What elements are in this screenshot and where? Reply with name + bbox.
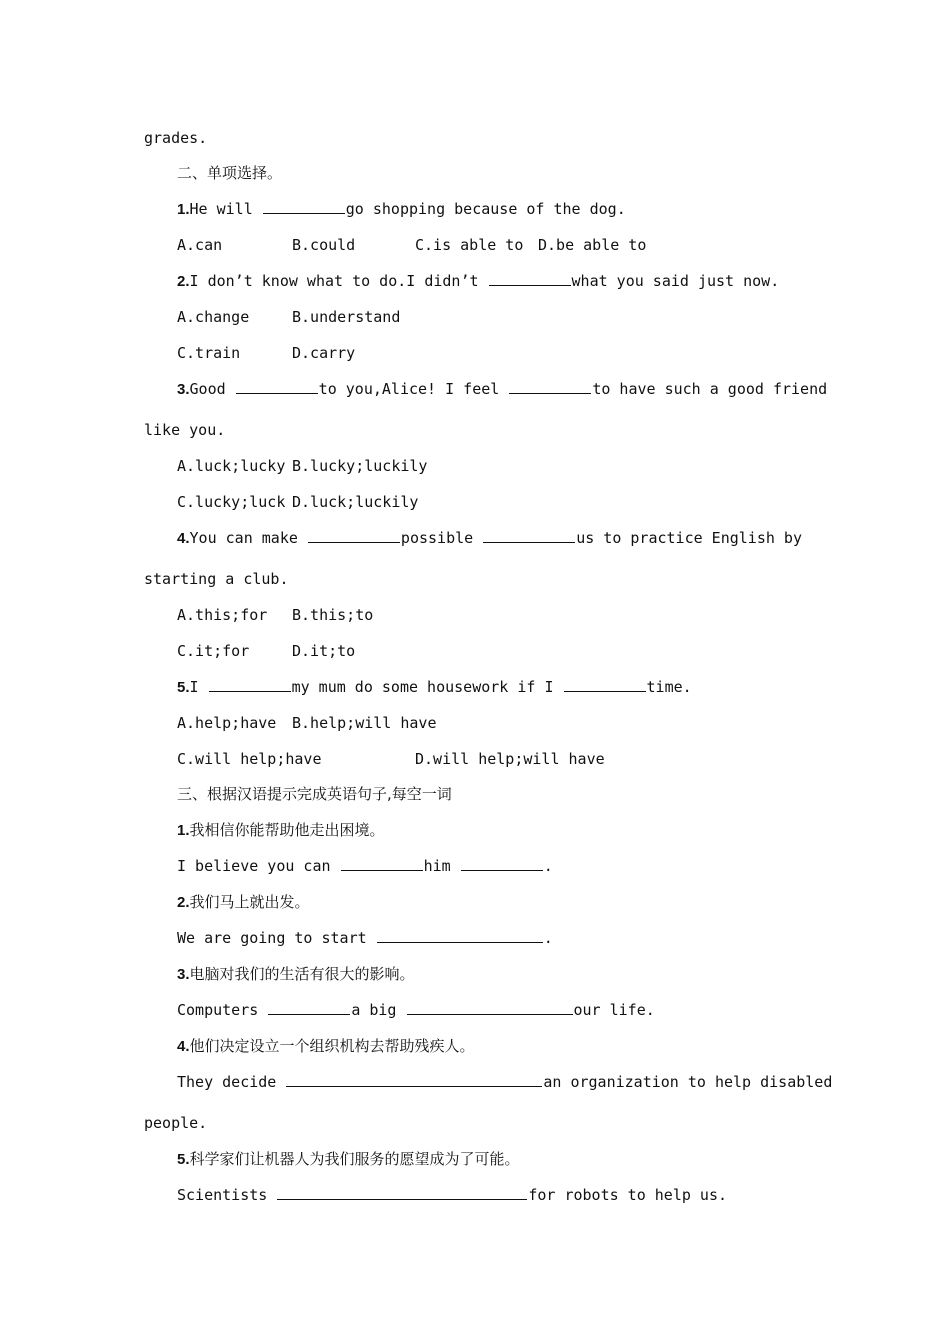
sentence-text: a big [351,1001,406,1019]
section-3-heading: 三、根据汉语提示完成英语句子,每空一词 [177,785,452,803]
translation-sentence-4-continuation: people. [144,1114,208,1132]
question-number: 3. [177,966,190,983]
translation-sentence-3 [177,1000,655,1020]
option-c[interactable]: C.it;for [177,642,250,660]
question-3 [177,379,827,400]
option-b[interactable]: B.could [292,236,356,254]
answer-blank[interactable] [268,1000,350,1015]
option-b[interactable]: B.lucky;luckily [292,457,428,475]
chinese-prompt: 我相信你能帮助他走出困境。 [189,821,385,839]
question-number: 1. [177,822,190,839]
answer-blank[interactable] [461,856,543,871]
option-a[interactable]: A.luck;lucky [177,457,286,475]
option-a[interactable]: A.can [177,236,223,254]
option-a[interactable]: A.help;have [177,714,277,732]
option-c[interactable]: C.will help;have [177,750,322,768]
question-text: He will [189,200,262,218]
option-b[interactable]: B.understand [292,308,401,326]
answer-blank[interactable] [308,528,400,543]
translation-sentence-2 [177,928,553,948]
question-number: 2. [177,273,190,290]
question-text: to you,Alice! I feel [318,380,509,398]
question-text: my mum do some housework if I [291,678,563,696]
question-number: 4. [177,530,190,547]
option-b[interactable]: B.help;will have [292,714,437,732]
sentence-text: . [543,857,553,875]
question-text: Good [189,380,235,398]
option-d[interactable]: D.it;to [292,642,356,660]
option-c[interactable]: C.train [177,344,241,362]
question-text: You can make [189,529,307,547]
question-text: us to practice English by [576,529,802,547]
translation-prompt-1 [177,820,385,841]
question-3-continuation: like you. [144,421,226,439]
translation-prompt-5 [177,1149,520,1170]
translation-prompt-2 [177,892,310,913]
answer-blank[interactable] [564,677,646,692]
chinese-prompt: 他们决定设立一个组织机构去帮助残疾人。 [189,1037,475,1055]
option-b[interactable]: B.this;to [292,606,374,624]
sentence-text: . [543,929,553,947]
option-d[interactable]: D.carry [292,344,356,362]
answer-blank[interactable] [277,1185,527,1200]
translation-sentence-4 [177,1072,832,1092]
translation-prompt-3 [177,964,415,985]
question-number: 2. [177,894,190,911]
question-4 [177,528,802,549]
translation-sentence-5 [177,1185,727,1205]
question-text: what you said just now. [571,272,780,290]
section-2-heading: 二、单项选择。 [177,164,283,182]
sentence-text: him [423,857,460,875]
question-number: 3. [177,381,190,398]
answer-blank[interactable] [377,928,543,943]
question-text: to have such a good friend [592,380,828,398]
option-d[interactable]: D.be able to [538,236,647,254]
question-4-continuation: starting a club. [144,570,289,588]
answer-blank[interactable] [209,677,291,692]
answer-blank[interactable] [489,271,571,286]
question-number: 1. [177,201,190,218]
sentence-text: an organization to help disabled [543,1073,833,1091]
answer-blank[interactable] [263,199,345,214]
translation-sentence-1 [177,856,553,876]
sentence-text: They decide [177,1073,286,1091]
answer-blank[interactable] [483,528,575,543]
answer-blank[interactable] [236,379,318,394]
question-text: go shopping because of the dog. [345,200,626,218]
translation-prompt-4 [177,1036,475,1057]
sentence-text: Scientists [177,1186,277,1204]
chinese-prompt: 科学家们让机器人为我们服务的愿望成为了可能。 [189,1150,520,1168]
sentence-text: We are going to start [177,929,376,947]
chinese-prompt: 我们马上就出发。 [189,893,310,911]
option-a[interactable]: A.change [177,308,250,326]
question-number: 5. [177,679,190,696]
sentence-text: Computers [177,1001,268,1019]
answer-blank[interactable] [341,856,423,871]
previous-text-tail: grades. [144,129,208,147]
question-text: I don’t know what to do.I didn’t [189,272,488,290]
question-text: I [189,678,208,696]
answer-blank[interactable] [407,1000,573,1015]
option-d[interactable]: D.will help;will have [415,750,605,768]
question-1 [177,199,626,220]
answer-blank[interactable] [509,379,591,394]
answer-blank[interactable] [286,1072,542,1087]
question-2 [177,271,779,292]
option-d[interactable]: D.luck;luckily [292,493,419,511]
question-number: 5. [177,1151,190,1168]
sentence-text: our life. [573,1001,655,1019]
option-c[interactable]: C.is able to [415,236,524,254]
option-a[interactable]: A.this;for [177,606,268,624]
question-text: possible [400,529,483,547]
sentence-text: I believe you can [177,857,340,875]
option-c[interactable]: C.lucky;luck [177,493,286,511]
question-text: time. [646,678,692,696]
question-number: 4. [177,1038,190,1055]
question-5 [177,677,692,698]
sentence-text: for robots to help us. [528,1186,728,1204]
chinese-prompt: 电脑对我们的生活有很大的影响。 [189,965,415,983]
